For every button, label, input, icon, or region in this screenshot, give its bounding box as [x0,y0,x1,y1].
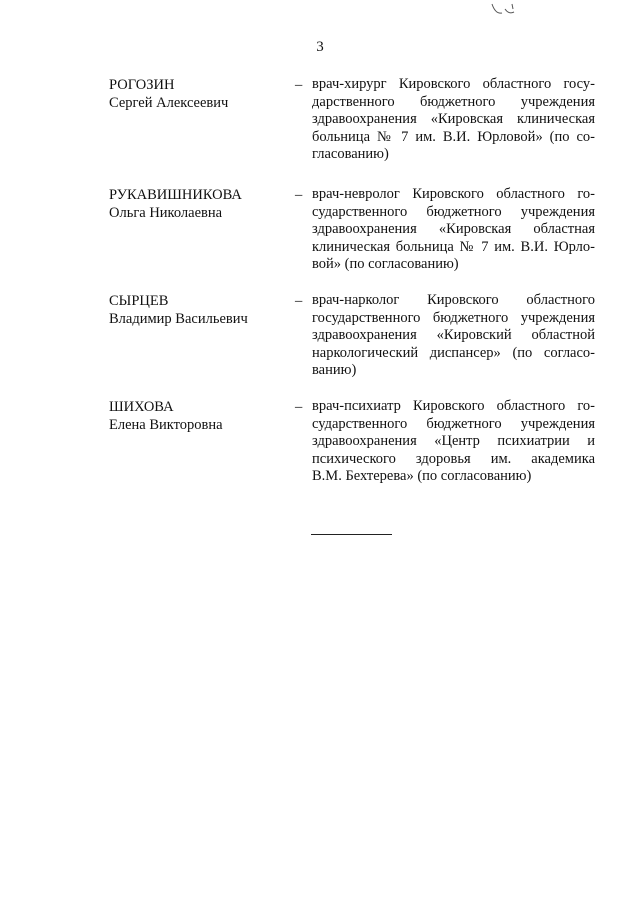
member-given-names: Елена Викторовна [109,417,223,433]
position-line: здравоохранения «Кировская клиническая [312,111,595,127]
handwritten-mark [488,0,518,22]
member-position [312,292,595,380]
member-given-names: Владимир Васильевич [109,311,248,327]
dash: – [295,187,303,203]
position-line: государственного бюджетного учреждения [312,309,595,326]
member-surname: РОГОЗИН [109,77,175,93]
position-line: наркологический диспансер» (по согласо- [312,344,595,361]
position-line: сударственного бюджетного учреждения [312,203,595,220]
position-line: вой» (по согласованию) [312,256,459,272]
position-line: психического здоровья им. академика [312,450,595,467]
position-line: дарственного бюджетного учреждения [312,93,595,110]
position-line: больница № 7 им. В.И. Юрловой» (по со- [312,128,595,145]
page-number: 3 [316,39,324,55]
member-name [109,398,289,434]
position-line: врач-невролог Кировского областного го- [312,186,595,202]
position-line: клиническая больница № 7 им. В.И. Юрло- [312,238,595,255]
dash: – [295,399,303,415]
position-line: здравоохранения «Центр психиатрии и [312,433,595,449]
member-surname: СЫРЦЕВ [109,293,169,309]
dash: – [295,77,303,93]
position-line: врач-нарколог Кировского областного [312,292,595,308]
member-position [312,398,595,486]
member-position [312,76,595,164]
member-surname: РУКАВИШНИКОВА [109,187,242,203]
closing-rule [311,534,392,535]
position-line: здравоохранения «Кировская областная [312,221,595,237]
position-line: ванию) [312,362,357,378]
member-given-names: Ольга Николаевна [109,205,223,221]
member-given-names: Сергей Алексеевич [109,95,229,111]
position-line: сударственного бюджетного учреждения [312,415,595,432]
member-surname: ШИХОВА [109,399,174,415]
position-line: врач-психиатр Кировского областного го- [312,398,595,414]
member-name [109,76,289,112]
member-name [109,292,289,328]
position-line: врач-хирург Кировского областного госу- [312,76,595,92]
dash: – [295,293,303,309]
position-line: здравоохранения «Кировский областной [312,327,595,343]
member-position [312,186,595,274]
position-line: гласованию) [312,146,389,162]
position-line: В.М. Бехтерева» (по согласованию) [312,468,532,484]
member-name [109,186,289,222]
